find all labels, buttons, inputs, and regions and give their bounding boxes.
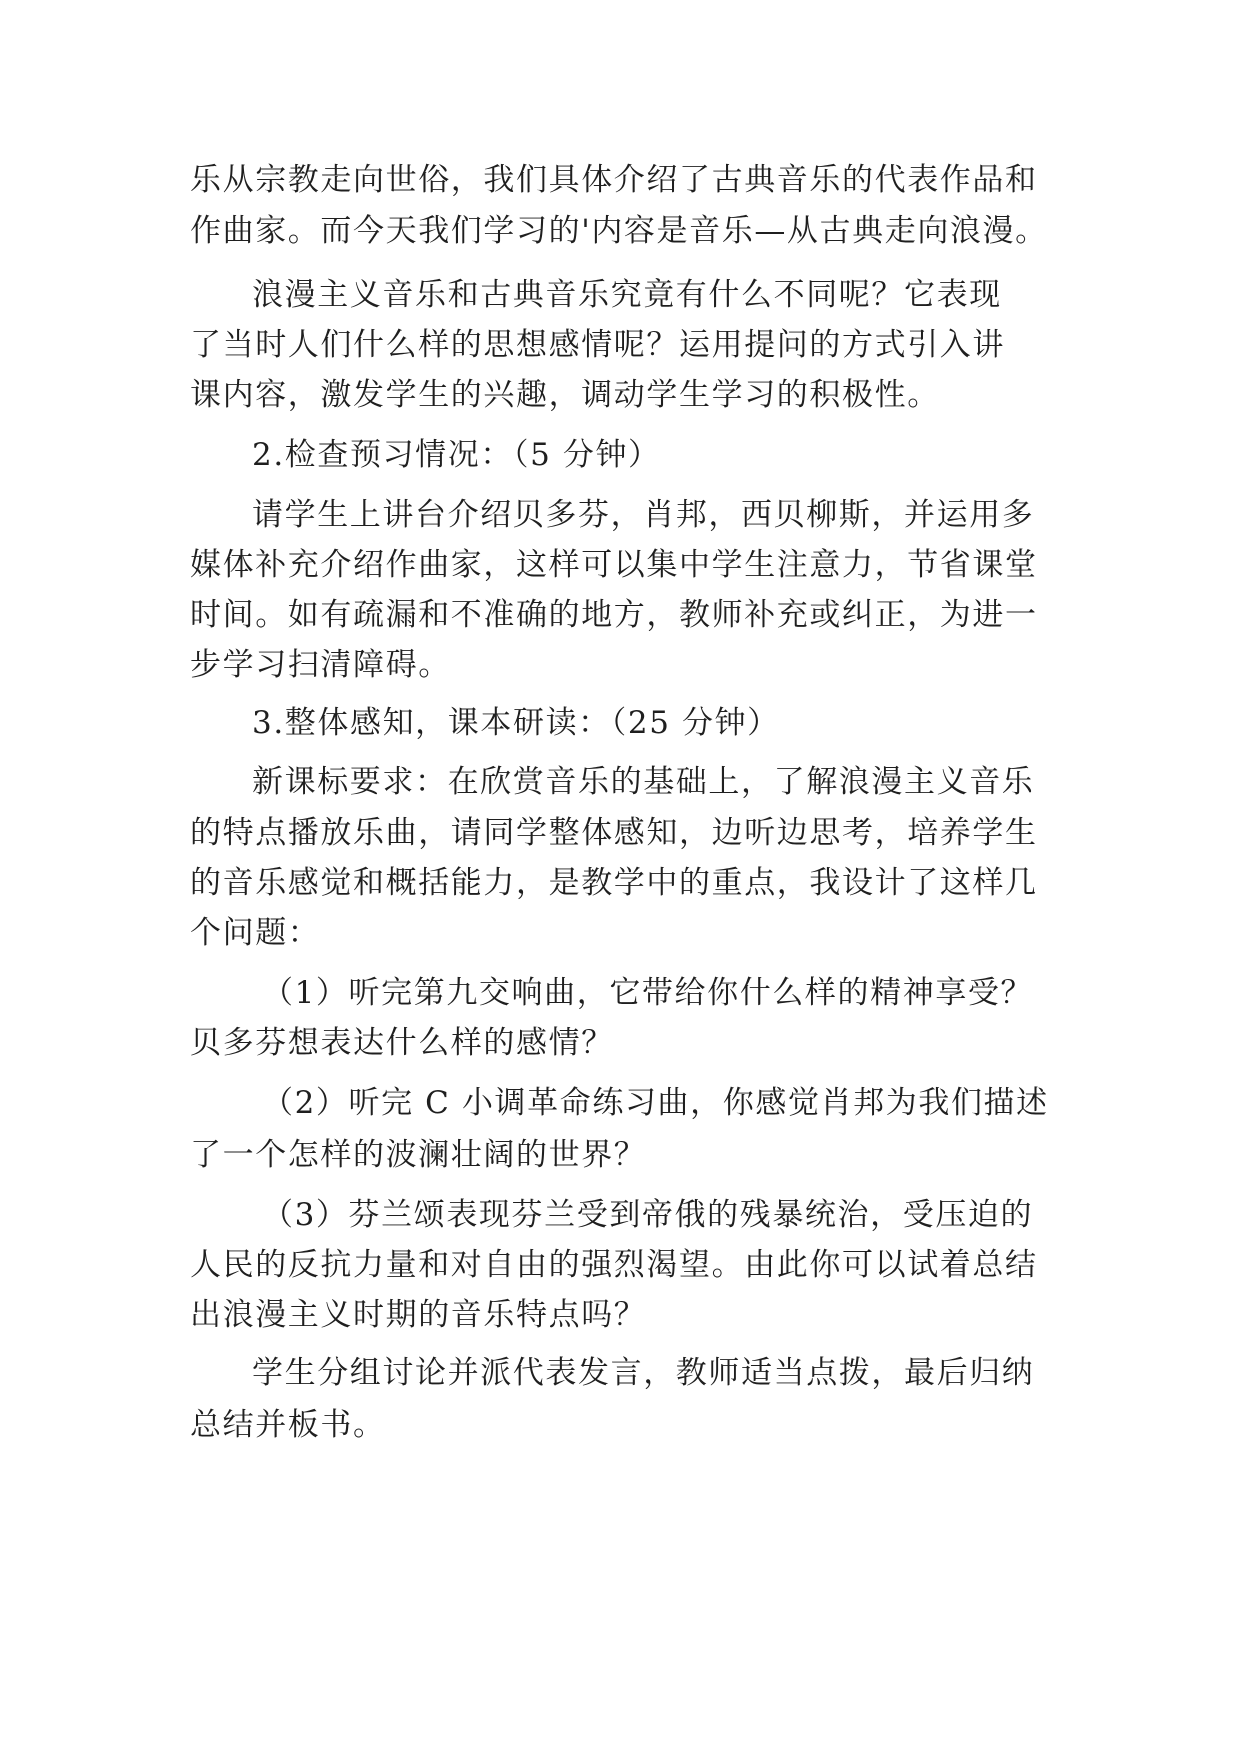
text-line: 新课标要求：在欣赏音乐的基础上，了解浪漫主义音乐: [252, 764, 1035, 800]
text-line: 了一个怎样的波澜壮阔的世界？: [190, 1137, 647, 1173]
question-item: （1）听完第九交响曲，它带给你什么样的精神享受？: [262, 975, 1034, 1011]
text-line: 作曲家。而今天我们学习的'内容是音乐—从古典走向浪漫。: [190, 213, 1048, 249]
question-item: （3）芬兰颂表现芬兰受到帝俄的残暴统治，受压迫的: [262, 1197, 1034, 1233]
text-line: 步学习扫清障碍。: [190, 647, 451, 683]
text-line: 学生分组讨论并派代表发言，教师适当点拨，最后归纳: [252, 1355, 1035, 1391]
section-heading: 2.检查预习情况：（5 分钟）: [252, 437, 661, 473]
section-heading: 3.整体感知，课本研读：（25 分钟）: [252, 705, 780, 741]
text-line: 乐从宗教走向世俗，我们具体介绍了古典音乐的代表作品和: [190, 162, 1038, 198]
text-line: 了当时人们什么样的思想感情呢？运用提问的方式引入讲: [190, 327, 1005, 363]
text-line: 时间。如有疏漏和不准确的地方，教师补充或纠正，为进一: [190, 597, 1038, 633]
text-line: 的特点播放乐曲，请同学整体感知，边听边思考，培养学生: [190, 815, 1038, 851]
text-line: 总结并板书。: [190, 1407, 386, 1443]
text-line: 人民的反抗力量和对自由的强烈渴望。由此你可以试着总结: [190, 1247, 1038, 1283]
text-line: 贝多芬想表达什么样的感情？: [190, 1025, 614, 1061]
text-line: 课内容，激发学生的兴趣，调动学生学习的积极性。: [190, 377, 940, 413]
text-line: 个问题：: [190, 915, 321, 951]
question-item: （2）听完 C 小调革命练习曲，你感觉肖邦为我们描述: [262, 1085, 1049, 1121]
text-line: 的音乐感觉和概括能力，是教学中的重点，我设计了这样几: [190, 865, 1038, 901]
text-line: 请学生上讲台介绍贝多芬，肖邦，西贝柳斯，并运用多: [252, 497, 1035, 533]
text-line: 媒体补充介绍作曲家，这样可以集中学生注意力，节省课堂: [190, 547, 1038, 583]
text-line: 浪漫主义音乐和古典音乐究竟有什么不同呢？它表现: [252, 277, 1002, 313]
text-line: 出浪漫主义时期的音乐特点吗？: [190, 1297, 647, 1333]
